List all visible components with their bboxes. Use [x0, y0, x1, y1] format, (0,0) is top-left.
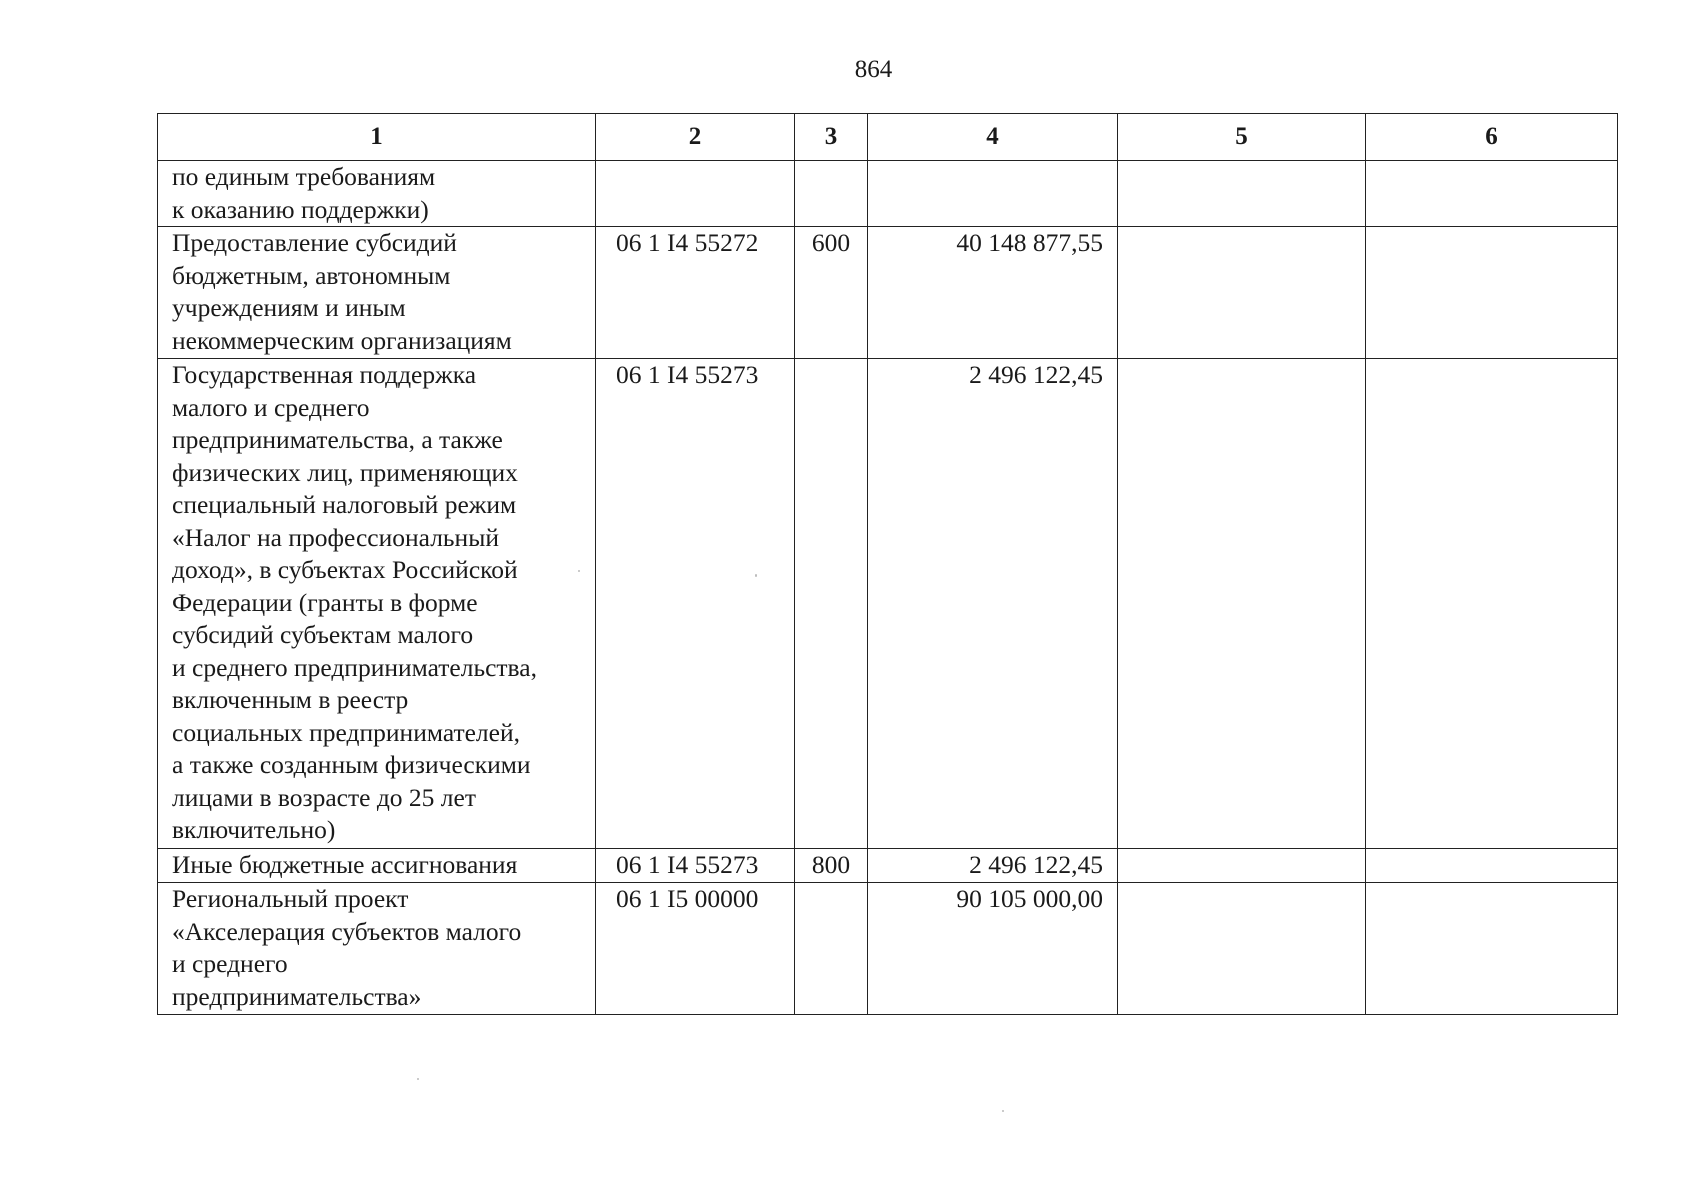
table-row — [158, 227, 1618, 359]
scan-speck — [1002, 1110, 1004, 1112]
header-col-3: 3 — [795, 114, 868, 161]
header-col-2: 2 — [596, 114, 795, 161]
header-col-6: 6 — [1366, 114, 1618, 161]
row-name-cell: Иные бюджетные ассигнования — [158, 849, 596, 883]
row-name-cell: Предоставление субсидий бюджетным, автономным учреждениям и иным некоммерческим организациям — [158, 227, 596, 359]
header-row — [158, 114, 1618, 161]
row-name-cell: по единым требованиям к оказанию поддержки) — [158, 161, 596, 227]
table-row — [158, 359, 1618, 849]
row-amount-cell: 2 496 122,45 — [868, 849, 1118, 883]
row-type-cell: 600 — [795, 227, 868, 359]
header-col-1: 1 — [158, 114, 596, 161]
row-col5-cell — [1118, 227, 1366, 359]
row-col5-cell — [1118, 883, 1366, 1015]
row-amount-cell: 2 496 122,45 — [868, 359, 1118, 849]
table-row — [158, 883, 1618, 1015]
scan-speck — [417, 1078, 419, 1080]
row-amount-cell — [868, 161, 1118, 227]
row-col6-cell — [1366, 359, 1618, 849]
page-number: 864 — [854, 56, 893, 83]
row-col6-cell — [1366, 227, 1618, 359]
row-col5-cell — [1118, 849, 1366, 883]
row-type-cell — [795, 359, 868, 849]
row-code-cell — [596, 161, 795, 227]
row-col5-cell — [1118, 161, 1366, 227]
row-name-cell: Региональный проект «Акселерация субъектов малого и среднего предпринимательства» — [158, 883, 596, 1015]
row-code-cell: 06 1 I5 00000 — [596, 883, 795, 1015]
scan-speck — [755, 574, 757, 577]
budget-table — [157, 113, 1618, 1015]
header-col-4: 4 — [868, 114, 1118, 161]
row-name-cell: Государственная поддержка малого и среднего предпринимательства, а также физических лиц, применяющих специальный налоговый режим «Налог на профессиональный доход», в субъектах Российской Федерации (гранты в форме субсидий субъектам малого и среднего предпринимательства, включенным в реестр социальных предпринимателей, а также созданным физическими лицами в возрасте до 25 лет включительно) — [158, 359, 596, 849]
row-col6-cell — [1366, 849, 1618, 883]
row-col5-cell — [1118, 359, 1366, 849]
row-type-cell: 800 — [795, 849, 868, 883]
row-code-cell: 06 1 I4 55273 — [596, 849, 795, 883]
row-col6-cell — [1366, 161, 1618, 227]
table-row — [158, 849, 1618, 883]
table-row — [158, 161, 1618, 227]
row-amount-cell: 40 148 877,55 — [868, 227, 1118, 359]
row-type-cell — [795, 161, 868, 227]
scan-speck — [578, 570, 580, 572]
row-col6-cell — [1366, 883, 1618, 1015]
row-amount-cell: 90 105 000,00 — [868, 883, 1118, 1015]
row-code-cell: 06 1 I4 55273 — [596, 359, 795, 849]
header-col-5: 5 — [1118, 114, 1366, 161]
row-type-cell — [795, 883, 868, 1015]
row-code-cell: 06 1 I4 55272 — [596, 227, 795, 359]
